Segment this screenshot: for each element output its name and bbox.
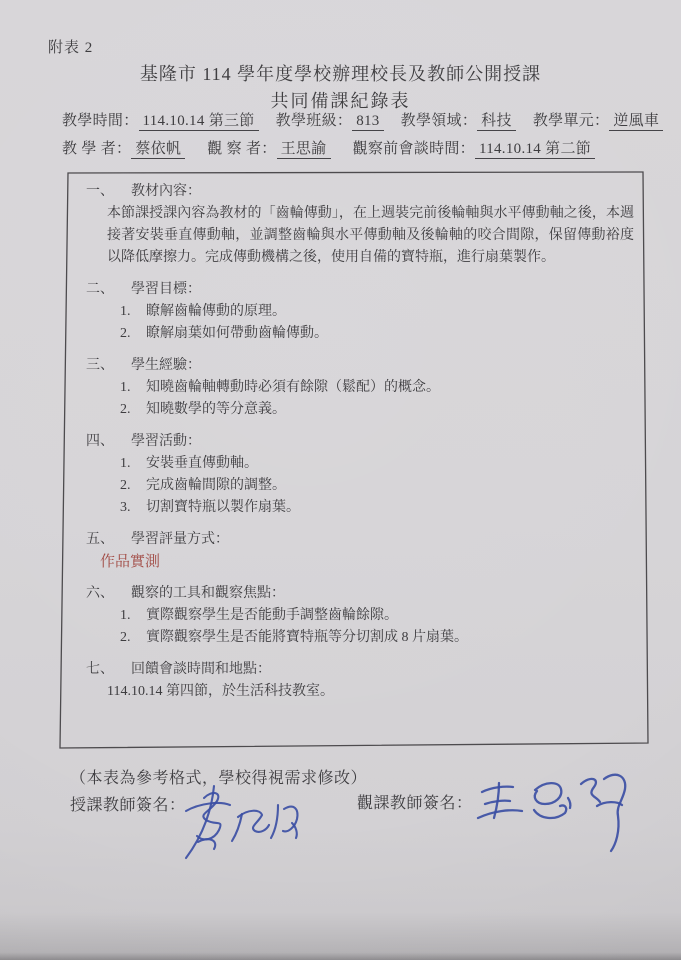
list-item (120, 497, 634, 519)
list-item (120, 399, 634, 421)
form-title-line2: 共同備課紀錄表 (270, 91, 411, 111)
observer-signature-label: 觀課教師簽名： (357, 795, 473, 812)
section-heading (86, 529, 634, 551)
list-item (120, 323, 634, 345)
field-value: 逆風車 (609, 113, 663, 131)
field-observer (207, 141, 330, 157)
section-paragraph: 本節課授課內容為教材的「齒輪傳動」，在上週裝完前後輪軸與水平傳動軸之後，本週接著安裝垂直傳動軸，並調整齒輪與水平傳動軸及後輪軸的咬合間隙，保留傳動裕度以降低摩擦力。完成傳動機構之後，使用自備的寶特瓶，進行扇葉製作。 (107, 206, 634, 265)
list-item (120, 475, 634, 497)
section-number: 六、 (86, 586, 114, 601)
section-number: 二、 (86, 282, 114, 297)
list-item (120, 301, 634, 323)
item-text: 知曉數學的等分意義。 (146, 402, 286, 417)
item-text: 實際觀察學生是否能動手調整齒輪餘隙。 (146, 608, 398, 623)
field-label: 觀察前會談時間： (352, 141, 475, 157)
footer-note: （本表為參考格式，學校得視需求修改） (70, 770, 368, 787)
item-text: 完成齒輪間隙的調整。 (146, 478, 286, 493)
section-number: 五、 (86, 532, 114, 547)
section-heading (86, 659, 634, 681)
field-label: 教 學 者： (62, 141, 132, 157)
section-title: 學習活動： (131, 434, 201, 449)
item-text: 安裝垂直傳動軸。 (146, 456, 258, 471)
section-title: 學習評量方式： (131, 532, 229, 547)
item-text: 瞭解扇葉如何帶動齒輪傳動。 (146, 326, 328, 341)
list-item (120, 627, 634, 649)
item-text: 知曉齒輪軸轉動時必須有餘隙（鬆配）的概念。 (146, 380, 440, 395)
field-value: 蔡依帆 (131, 141, 185, 159)
field-label: 教學領域： (400, 113, 478, 129)
meta-row-2 (62, 137, 613, 158)
field-value: 813 (352, 113, 383, 131)
list-item (120, 605, 634, 627)
field-value: 科技 (477, 113, 516, 131)
item-number: 1. (120, 608, 131, 623)
item-number: 1. (120, 304, 131, 319)
section-learning-activities (86, 431, 634, 519)
section-feedback-meeting (86, 659, 634, 703)
item-text: 實際觀察學生是否能將寶特瓶等分切割成 8 片扇葉。 (146, 630, 468, 645)
section-title: 教材內容： (131, 184, 201, 199)
field-class (276, 113, 384, 129)
item-number: 2. (120, 478, 131, 493)
field-value: 114.10.14 第三節 (139, 113, 259, 131)
field-pre-observation-time (353, 141, 596, 157)
section-title: 觀察的工具和觀察焦點： (131, 586, 285, 601)
meta-row-1 (62, 109, 663, 130)
section-number: 一、 (86, 184, 114, 199)
form-title-line1: 基隆市 114 學年度學校辦理校長及教師公開授課 (139, 64, 542, 84)
item-text: 切割寶特瓶以製作扇葉。 (146, 500, 300, 515)
teacher-signature (178, 778, 303, 870)
item-number: 1. (120, 380, 131, 395)
item-number: 2. (120, 326, 131, 341)
field-label: 觀 察 者： (207, 141, 277, 157)
handwritten-red-note: 作品實測 (100, 554, 161, 570)
section-title: 學習目標： (131, 282, 201, 297)
field-teacher (62, 141, 185, 157)
section-heading (86, 355, 634, 377)
field-value: 114.10.14 第二節 (475, 141, 595, 159)
field-value: 王思諭 (277, 141, 331, 159)
item-number: 2. (120, 630, 131, 645)
section-material-content (86, 181, 634, 269)
field-unit (533, 113, 663, 131)
section-heading (86, 583, 634, 605)
section-title: 學生經驗： (131, 358, 201, 373)
list-item (120, 453, 634, 475)
item-text: 瞭解齒輪傳動的原理。 (146, 304, 286, 319)
section-student-experience (86, 355, 634, 421)
field-label: 教學班級： (275, 113, 353, 129)
field-label: 教學單元： (532, 113, 610, 129)
record-box-content (86, 181, 634, 713)
field-label: 教學時間： (62, 113, 139, 129)
section-learning-goals (86, 279, 634, 345)
section-title: 回饋會談時間和地點： (131, 662, 271, 677)
section-number: 四、 (86, 434, 114, 449)
observer-signature (468, 760, 633, 860)
section-heading (86, 279, 634, 301)
list-item (120, 377, 634, 399)
teacher-signature-label: 授課教師簽名： (70, 797, 186, 814)
item-number: 1. (120, 456, 131, 471)
section-heading (86, 181, 634, 203)
section-observation-tools-focus (86, 583, 634, 649)
section-evaluation-method (86, 529, 634, 573)
field-domain (401, 113, 516, 129)
item-number: 3. (120, 500, 131, 515)
annex-label: 附表 2 (48, 40, 94, 56)
section-heading (86, 431, 634, 453)
section-number: 三、 (86, 358, 114, 373)
section-number: 七、 (86, 662, 114, 677)
item-number: 2. (120, 402, 131, 417)
field-teaching-time (62, 113, 259, 129)
section-note: 114.10.14 第四節，於生活科技教室。 (107, 684, 334, 699)
